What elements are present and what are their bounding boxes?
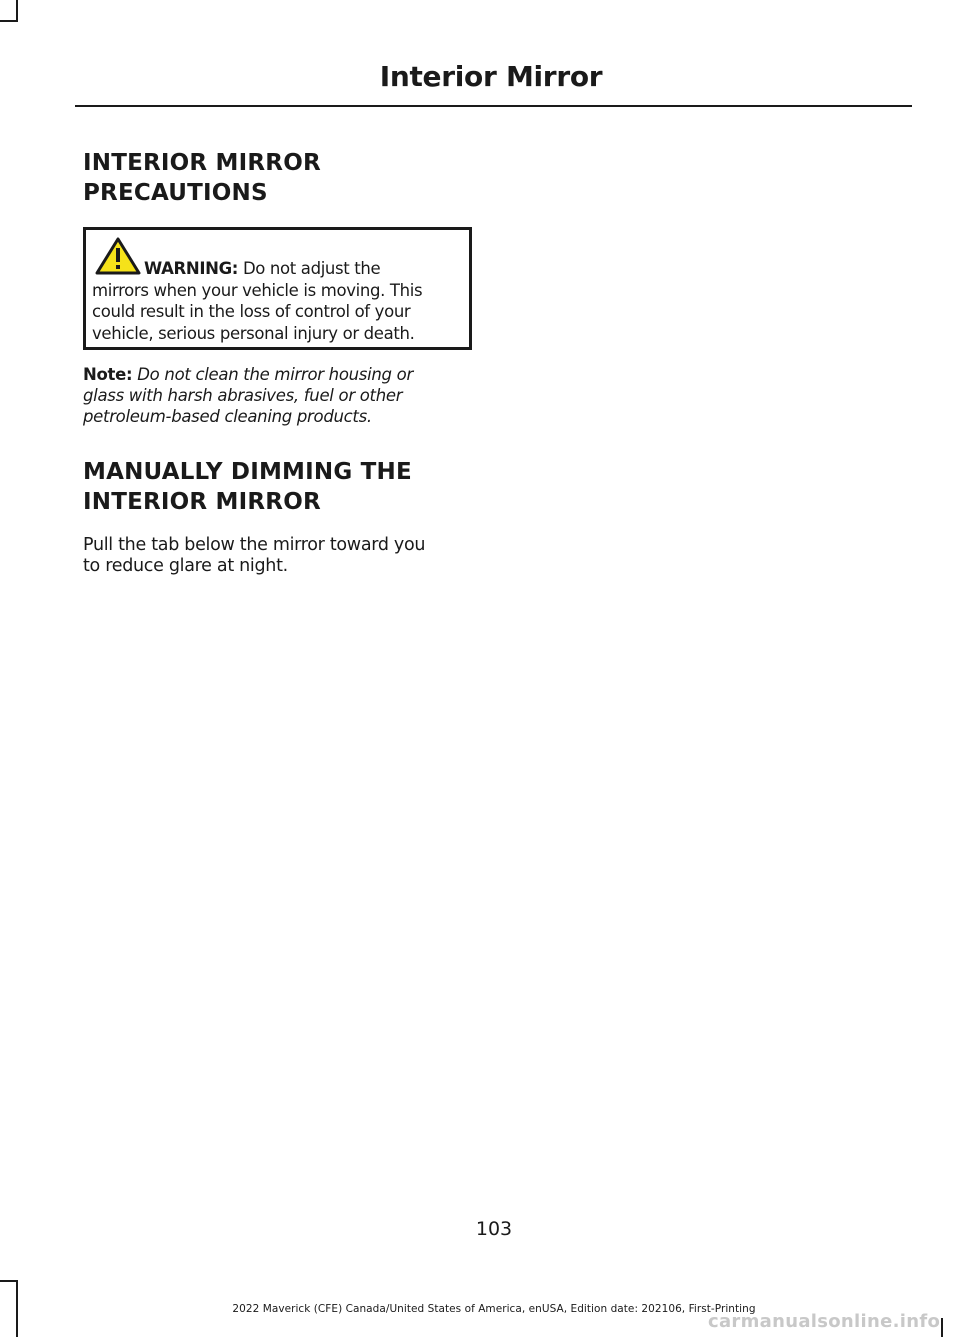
dimming-text-2: to reduce glare at night. [83,556,288,576]
page-number: 103 [475,1218,513,1240]
section-heading-dimming-line1: MANUALLY DIMMING THE [83,459,412,485]
warning-text-1: Do not adjust the [238,259,381,278]
crop-mark-top-left-vertical [16,0,18,20]
warning-triangle-icon [95,237,141,275]
crop-mark-bottom-right-vertical [941,1318,943,1337]
edition-footer: 2022 Maverick (CFE) Canada/United States of America, enUSA, Edition date: 202106, First-Printing [232,1303,756,1315]
note-text-3: petroleum-based cleaning products. [83,407,372,426]
section-heading-precautions-line1: INTERIOR MIRROR [83,150,321,176]
page-header-title: Interior Mirror [379,60,603,93]
section-heading-precautions-line2: PRECAUTIONS [83,180,268,206]
watermark: carmanualsonline.info [708,1311,941,1332]
note-text-2: glass with harsh abrasives, fuel or other [83,386,403,405]
note-line-1 [83,364,478,385]
dimming-paragraph [83,535,478,577]
section-heading-dimming-line2: INTERIOR MIRROR [83,489,321,515]
warning-label: WARNING: [144,259,239,278]
note-text-1: Do not clean the mirror housing or [132,365,413,384]
dimming-text-1: Pull the tab below the mirror toward you [83,535,426,555]
note-label: Note: [83,365,133,384]
warning-text-2: mirrors when your vehicle is moving. This [92,280,423,300]
crop-mark-top-left-horizontal [0,20,18,22]
header-divider [75,105,912,107]
crop-mark-bottom-left-horizontal [0,1280,18,1282]
note-paragraph [83,364,478,427]
warning-box [83,227,472,350]
warning-text-4: vehicle, serious personal injury or death. [92,323,415,343]
warning-line-1 [92,258,463,280]
warning-text-3: could result in the loss of control of your [92,302,411,321]
